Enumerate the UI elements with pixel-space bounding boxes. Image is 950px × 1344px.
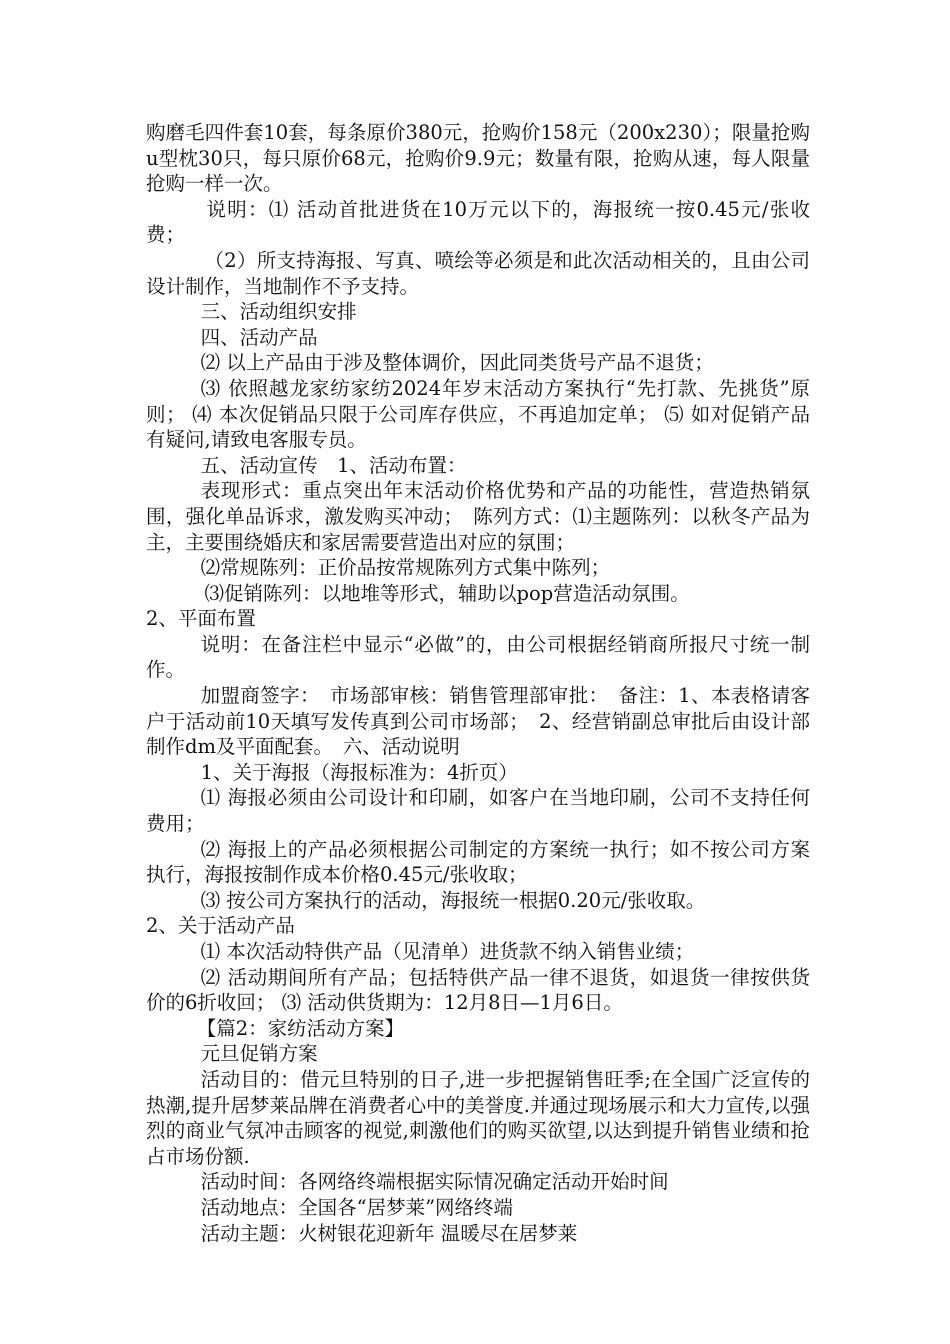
paragraph: 说明：⑴ 活动首批进货在10万元以下的，海报统一按0.45元/张收费； xyxy=(146,197,810,247)
paragraph: 活动地点：全国各“居梦莱”网络终端 xyxy=(200,1195,514,1219)
paragraph: 活动时间：各网络终端根据实际情况确定活动开始时间 xyxy=(200,1170,669,1194)
paragraph: （2）所支持海报、写真、喷绘等必须是和此次活动相关的，且由公司设计制作，当地制作不予支持。 xyxy=(146,248,810,298)
paragraph: ⑵常规陈列：正价品按常规陈列方式集中陈列； xyxy=(200,556,611,580)
paragraph: 购磨毛四件套10套，每条原价380元，抢购价158元（200x230）；限量抢购u型枕30只，每只原价68元，抢购价9.9元；数量有限，抢购从速，每人限量抢购一样一次。 xyxy=(146,121,810,196)
paragraph: 2、平面布置 xyxy=(146,607,256,631)
paragraph: 说明：在备注栏中显示“必做”的，由公司根据经销商所报尺寸统一制作。 xyxy=(146,632,810,682)
paragraph: 2、关于活动产品 xyxy=(146,914,295,938)
paragraph: 三、活动组织安排 xyxy=(200,300,357,324)
paragraph: 五、活动宣传 1、活动布置： xyxy=(200,453,467,477)
paragraph: ⑵ 活动期间所有产品；包括特供产品一律不退货，如退货一律按供货价的6折收回； ⑶ 活动供货期为：12月8日—1月6日。 xyxy=(146,965,810,1015)
paragraph: 元旦促销方案 xyxy=(200,1042,318,1066)
paragraph: 加盟商签字： 市场部审核：销售管理部审批： 备注：1、本表格请客户于活动前10天填写发传真到公司市场部； 2、经营销副总审批后由设计部制作dm及平面配套。 六、活动说明 xyxy=(146,684,810,759)
paragraph: ⑵ 海报上的产品必须根据公司制定的方案统一执行；如不按公司方案执行，海报按制作成本价格0.45元/张收取； xyxy=(146,837,810,887)
document-body xyxy=(146,120,810,1246)
paragraph: 1、关于海报（海报标准为：4折页） xyxy=(200,760,518,784)
paragraph: 表现形式：重点突出年末活动价格优势和产品的功能性，营造热销氛围，强化单品诉求，激发购买冲动； 陈列方式：⑴主题陈列：以秋冬产品为主，主要围绕婚庆和家居需要营造出对应的氛围； xyxy=(146,479,810,554)
paragraph: 活动目的：借元旦特别的日子,进一步把握销售旺季;在全国广泛宣传的热潮,提升居梦莱品牌在消费者心中的美誉度.并通过现场展示和大力宣传,以强烈的商业气氛冲击顾客的视觉,刺激他们的购买欲望,以达到提升销售业绩和抢占市场份额. xyxy=(146,1067,810,1168)
paragraph: 活动主题：火树银花迎新年 温暖尽在居梦莱 xyxy=(200,1221,578,1245)
paragraph: ⑶ 按公司方案执行的活动，海报统一根据0.20元/张收取。 xyxy=(200,888,706,912)
paragraph: ⑴ 本次活动特供产品（见清单）进货款不纳入销售业绩； xyxy=(200,940,695,963)
paragraph: ⑵ 以上产品由于涉及整体调价，因此同类货号产品不退货； xyxy=(200,351,714,375)
paragraph: 四、活动产品 xyxy=(200,325,318,349)
paragraph: ⑶ 依照越龙家纺家纺2024年岁末活动方案执行“先打款、先挑货”原则； ⑷ 本次促销品只限于公司库存供应，不再追加定单； ⑸ 如对促销产品有疑问,请致电客服专员。 xyxy=(146,376,810,452)
paragraph: 【篇2：家纺活动方案】 xyxy=(196,1016,405,1040)
paragraph: ⑶促销陈列：以地堆等形式，辅助以pop营造活动氛围。 xyxy=(204,581,690,605)
paragraph: ⑴ 海报必须由公司设计和印刷，如客户在当地印刷，公司不支持任何费用； xyxy=(146,786,810,836)
